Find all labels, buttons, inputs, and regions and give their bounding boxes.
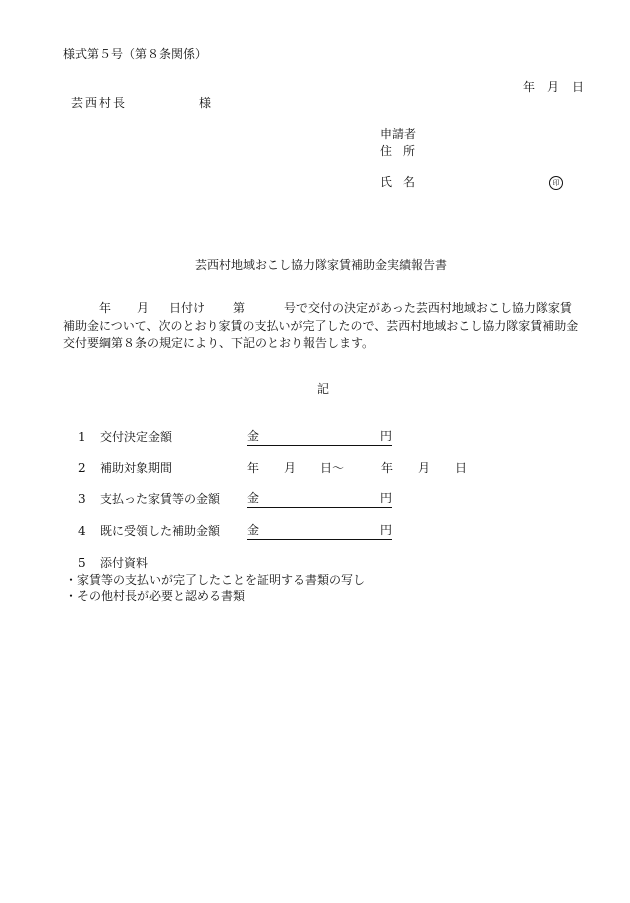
date-year-label: 年 — [523, 80, 536, 94]
item-number: 1 — [78, 430, 86, 444]
amount-prefix: 金 — [247, 491, 260, 505]
body-line1-text: 号で交付の決定があった芸西村地域おこし協力隊家賃 — [284, 301, 572, 315]
amount-prefix: 金 — [247, 523, 260, 537]
body-year: 年 — [99, 301, 112, 315]
item-label-subsidy-period: 補助対象期間 — [100, 461, 173, 475]
amount-suffix: 円 — [379, 523, 392, 537]
item-label-received-subsidy: 既に受領した補助金額 — [100, 524, 221, 538]
ki-heading: 記 — [317, 382, 330, 396]
item-number: 4 — [78, 524, 86, 538]
amount-field-rent-paid[interactable] — [247, 492, 392, 508]
amount-suffix: 円 — [379, 491, 392, 505]
attachment-item: ・その他村長が必要と認める書類 — [65, 589, 246, 603]
period-start-year: 年 — [247, 461, 260, 475]
item-label-attachments: 添付資料 — [100, 556, 149, 570]
applicant-label: 申請者 — [380, 127, 417, 141]
body-number-prefix: 第 — [233, 301, 246, 315]
period-start-month: 月 — [284, 461, 297, 475]
body-day-dated: 日付け — [169, 301, 206, 315]
document-title: 芸西村地域おこし協力隊家賃補助金実績報告書 — [195, 258, 448, 272]
item-number: 5 — [78, 556, 86, 570]
item-label-rent-paid-amount: 支払った家賃等の金額 — [100, 492, 221, 506]
addressee-honorific: 様 — [199, 96, 212, 110]
item-label-grant-decision-amount: 交付決定金額 — [100, 430, 173, 444]
period-start-day: 日～ — [320, 461, 345, 475]
body-paragraph-line-3: 交付要綱第８条の規定により、下記のとおり報告します。 — [63, 336, 375, 350]
item-number: 2 — [78, 461, 86, 475]
addressee: 芸西村長 — [71, 96, 128, 110]
form-number: 様式第５号（第８条関係） — [63, 47, 208, 61]
body-month: 月 — [137, 301, 150, 315]
period-end-day: 日 — [455, 461, 468, 475]
date-day-label: 日 — [572, 80, 585, 94]
body-paragraph-line-2: 補助金について、次のとおり家賃の支払いが完了したので、芸西村地域おこし協力隊家賃補助金 — [63, 319, 579, 333]
seal-icon: 印 — [549, 176, 563, 190]
period-end-year: 年 — [381, 461, 394, 475]
date-month-label: 月 — [547, 80, 560, 94]
amount-prefix: 金 — [247, 429, 260, 443]
period-end-month: 月 — [418, 461, 431, 475]
name-label: 氏名 — [380, 175, 427, 189]
item-number: 3 — [78, 492, 86, 506]
amount-suffix: 円 — [379, 429, 392, 443]
address-label: 住所 — [380, 144, 427, 158]
amount-field-grant-decision[interactable] — [247, 430, 392, 446]
amount-field-received-subsidy[interactable] — [247, 524, 392, 540]
attachment-item: ・家賃等の支払いが完了したことを証明する書類の写し — [65, 573, 366, 587]
